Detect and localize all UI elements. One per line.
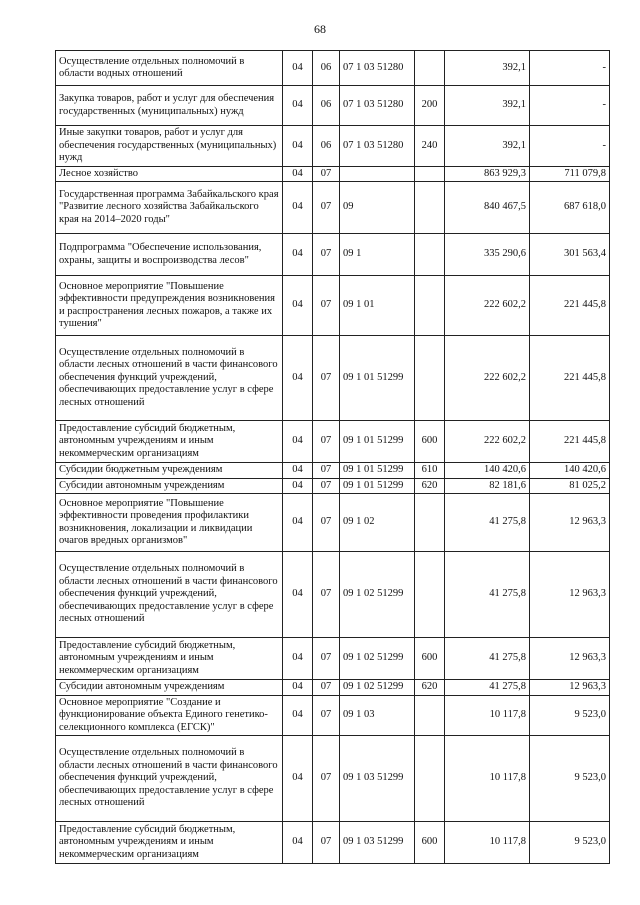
expense-type-code: 600 bbox=[415, 638, 445, 680]
target-article-code: 09 1 03 51299 bbox=[340, 736, 415, 822]
subsection-code: 07 bbox=[313, 695, 340, 736]
table-row bbox=[56, 736, 610, 822]
amount-year-1: 222 602,2 bbox=[445, 421, 530, 463]
amount-year-1: 41 275,8 bbox=[445, 638, 530, 680]
row-name: Осуществление отдельных полномочий в области лесных отношений в части финансового обеспечения функций учреждений, обеспечивающих предоставление услуг в сфере лесных отношений bbox=[56, 552, 283, 638]
section-code: 04 bbox=[283, 695, 313, 736]
target-article-code: 09 1 01 51299 bbox=[340, 421, 415, 463]
amount-year-1: 41 275,8 bbox=[445, 680, 530, 696]
target-article-code: 09 1 bbox=[340, 234, 415, 276]
expense-type-code bbox=[415, 336, 445, 421]
amount-year-1: 140 420,6 bbox=[445, 463, 530, 479]
row-name: Основное мероприятие "Создание и функционирование объекта Единого генетико-селекционного комплекса (ЕГСК)" bbox=[56, 695, 283, 736]
expense-type-code bbox=[415, 494, 445, 552]
amount-year-2: 221 445,8 bbox=[530, 276, 610, 336]
target-article-code: 09 1 01 51299 bbox=[340, 336, 415, 421]
target-article-code: 09 1 02 51299 bbox=[340, 638, 415, 680]
expense-type-code bbox=[415, 51, 445, 86]
amount-year-1: 10 117,8 bbox=[445, 695, 530, 736]
expense-type-code bbox=[415, 276, 445, 336]
expense-type-code: 610 bbox=[415, 463, 445, 479]
row-name: Осуществление отдельных полномочий в области водных отношений bbox=[56, 51, 283, 86]
row-name: Предоставление субсидий бюджетным, автономным учреждениям и иным некоммерческим организациям bbox=[56, 421, 283, 463]
table-row bbox=[56, 638, 610, 680]
target-article-code: 09 1 01 51299 bbox=[340, 478, 415, 494]
section-code: 04 bbox=[283, 86, 313, 126]
subsection-code: 07 bbox=[313, 182, 340, 234]
target-article-code: 07 1 03 51280 bbox=[340, 51, 415, 86]
table-row bbox=[56, 51, 610, 86]
expense-type-code: 200 bbox=[415, 86, 445, 126]
section-code: 04 bbox=[283, 51, 313, 86]
amount-year-2: 687 618,0 bbox=[530, 182, 610, 234]
amount-year-2: 12 963,3 bbox=[530, 494, 610, 552]
target-article-code bbox=[340, 166, 415, 182]
row-name: Субсидии бюджетным учреждениям bbox=[56, 463, 283, 479]
amount-year-2: 9 523,0 bbox=[530, 822, 610, 864]
expense-type-code bbox=[415, 695, 445, 736]
table-row bbox=[56, 822, 610, 864]
section-code: 04 bbox=[283, 822, 313, 864]
section-code: 04 bbox=[283, 736, 313, 822]
row-name: Осуществление отдельных полномочий в области лесных отношений в части финансового обеспечения функций учреждений, обеспечивающих предоставление услуг в сфере лесных отношений bbox=[56, 736, 283, 822]
section-code: 04 bbox=[283, 336, 313, 421]
target-article-code: 07 1 03 51280 bbox=[340, 126, 415, 167]
amount-year-1: 222 602,2 bbox=[445, 336, 530, 421]
subsection-code: 07 bbox=[313, 822, 340, 864]
row-name: Лесное хозяйство bbox=[56, 166, 283, 182]
amount-year-1: 41 275,8 bbox=[445, 494, 530, 552]
expense-type-code bbox=[415, 736, 445, 822]
amount-year-2: 12 963,3 bbox=[530, 680, 610, 696]
amount-year-2: 12 963,3 bbox=[530, 552, 610, 638]
target-article-code: 09 1 03 51299 bbox=[340, 822, 415, 864]
subsection-code: 07 bbox=[313, 336, 340, 421]
table-row bbox=[56, 276, 610, 336]
amount-year-1: 10 117,8 bbox=[445, 822, 530, 864]
amount-year-1: 222 602,2 bbox=[445, 276, 530, 336]
subsection-code: 07 bbox=[313, 463, 340, 479]
target-article-code: 09 bbox=[340, 182, 415, 234]
table-row bbox=[56, 478, 610, 494]
target-article-code: 09 1 02 51299 bbox=[340, 680, 415, 696]
table-row bbox=[56, 463, 610, 479]
amount-year-1: 392,1 bbox=[445, 126, 530, 167]
subsection-code: 07 bbox=[313, 736, 340, 822]
table-row bbox=[56, 234, 610, 276]
amount-year-1: 392,1 bbox=[445, 86, 530, 126]
subsection-code: 07 bbox=[313, 166, 340, 182]
amount-year-1: 392,1 bbox=[445, 51, 530, 86]
section-code: 04 bbox=[283, 166, 313, 182]
subsection-code: 07 bbox=[313, 552, 340, 638]
target-article-code: 09 1 02 51299 bbox=[340, 552, 415, 638]
target-article-code: 09 1 01 51299 bbox=[340, 463, 415, 479]
row-name: Основное мероприятие "Повышение эффективности предупреждения возникновения и распространения лесных пожаров, а также их тушения" bbox=[56, 276, 283, 336]
subsection-code: 07 bbox=[313, 680, 340, 696]
table-row bbox=[56, 695, 610, 736]
subsection-code: 07 bbox=[313, 478, 340, 494]
amount-year-2: - bbox=[530, 51, 610, 86]
amount-year-2: 81 025,2 bbox=[530, 478, 610, 494]
page-number: 68 bbox=[314, 22, 326, 36]
amount-year-1: 335 290,6 bbox=[445, 234, 530, 276]
amount-year-2: 711 079,8 bbox=[530, 166, 610, 182]
expense-type-code bbox=[415, 234, 445, 276]
amount-year-2: 9 523,0 bbox=[530, 736, 610, 822]
target-article-code: 09 1 02 bbox=[340, 494, 415, 552]
expense-type-code: 240 bbox=[415, 126, 445, 167]
row-name: Субсидии автономным учреждениям bbox=[56, 478, 283, 494]
amount-year-2: 9 523,0 bbox=[530, 695, 610, 736]
section-code: 04 bbox=[283, 182, 313, 234]
section-code: 04 bbox=[283, 421, 313, 463]
row-name: Иные закупки товаров, работ и услуг для обеспечения государственных (муниципальных) нужд bbox=[56, 126, 283, 167]
amount-year-2: - bbox=[530, 126, 610, 167]
amount-year-1: 82 181,6 bbox=[445, 478, 530, 494]
budget-table bbox=[55, 50, 610, 864]
target-article-code: 07 1 03 51280 bbox=[340, 86, 415, 126]
subsection-code: 06 bbox=[313, 126, 340, 167]
table-row bbox=[56, 552, 610, 638]
table-row bbox=[56, 86, 610, 126]
subsection-code: 07 bbox=[313, 494, 340, 552]
amount-year-2: 12 963,3 bbox=[530, 638, 610, 680]
section-code: 04 bbox=[283, 680, 313, 696]
subsection-code: 06 bbox=[313, 51, 340, 86]
row-name: Подпрограмма "Обеспечение использования, охраны, защиты и воспроизводства лесов" bbox=[56, 234, 283, 276]
subsection-code: 06 bbox=[313, 86, 340, 126]
amount-year-2: 221 445,8 bbox=[530, 336, 610, 421]
table-row bbox=[56, 126, 610, 167]
expense-type-code bbox=[415, 182, 445, 234]
row-name: Закупка товаров, работ и услуг для обеспечения государственных (муниципальных) нужд bbox=[56, 86, 283, 126]
amount-year-2: 221 445,8 bbox=[530, 421, 610, 463]
target-article-code: 09 1 01 bbox=[340, 276, 415, 336]
table-row bbox=[56, 166, 610, 182]
section-code: 04 bbox=[283, 638, 313, 680]
expense-type-code: 600 bbox=[415, 421, 445, 463]
amount-year-1: 41 275,8 bbox=[445, 552, 530, 638]
table-row bbox=[56, 680, 610, 696]
expense-type-code: 620 bbox=[415, 680, 445, 696]
expense-type-code: 600 bbox=[415, 822, 445, 864]
subsection-code: 07 bbox=[313, 234, 340, 276]
amount-year-2: 301 563,4 bbox=[530, 234, 610, 276]
subsection-code: 07 bbox=[313, 638, 340, 680]
amount-year-1: 840 467,5 bbox=[445, 182, 530, 234]
expense-type-code bbox=[415, 552, 445, 638]
subsection-code: 07 bbox=[313, 276, 340, 336]
subsection-code: 07 bbox=[313, 421, 340, 463]
table-row bbox=[56, 421, 610, 463]
expense-type-code bbox=[415, 166, 445, 182]
amount-year-2: - bbox=[530, 86, 610, 126]
table-row bbox=[56, 494, 610, 552]
amount-year-1: 10 117,8 bbox=[445, 736, 530, 822]
expense-type-code: 620 bbox=[415, 478, 445, 494]
row-name: Предоставление субсидий бюджетным, автономным учреждениям и иным некоммерческим организациям bbox=[56, 822, 283, 864]
section-code: 04 bbox=[283, 276, 313, 336]
row-name: Государственная программа Забайкальского края "Развитие лесного хозяйства Забайкальского края на 2014–2020 годы" bbox=[56, 182, 283, 234]
section-code: 04 bbox=[283, 126, 313, 167]
table-row bbox=[56, 336, 610, 421]
section-code: 04 bbox=[283, 478, 313, 494]
section-code: 04 bbox=[283, 234, 313, 276]
section-code: 04 bbox=[283, 463, 313, 479]
row-name: Осуществление отдельных полномочий в области лесных отношений в части финансового обеспечения функций учреждений, обеспечивающих предоставление услуг в сфере лесных отношений bbox=[56, 336, 283, 421]
amount-year-1: 863 929,3 bbox=[445, 166, 530, 182]
section-code: 04 bbox=[283, 494, 313, 552]
table-row bbox=[56, 182, 610, 234]
target-article-code: 09 1 03 bbox=[340, 695, 415, 736]
row-name: Субсидии автономным учреждениям bbox=[56, 680, 283, 696]
section-code: 04 bbox=[283, 552, 313, 638]
row-name: Основное мероприятие "Повышение эффективности проведения профилактики возникновения, локализации и ликвидации очагов вредных организмов" bbox=[56, 494, 283, 552]
amount-year-2: 140 420,6 bbox=[530, 463, 610, 479]
row-name: Предоставление субсидий бюджетным, автономным учреждениям и иным некоммерческим организациям bbox=[56, 638, 283, 680]
